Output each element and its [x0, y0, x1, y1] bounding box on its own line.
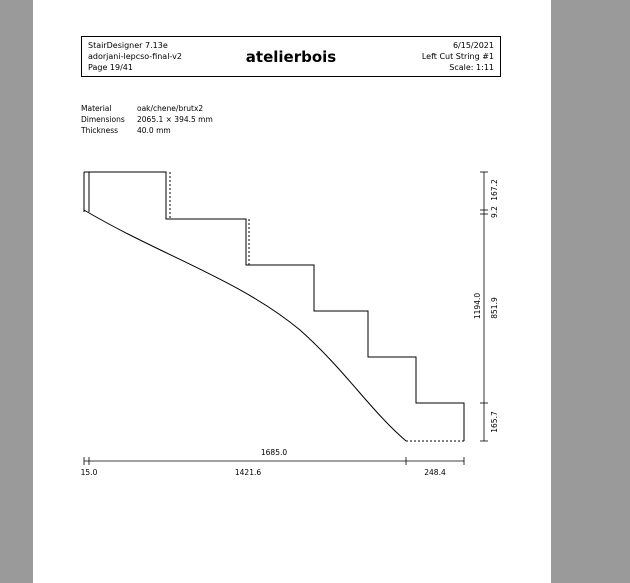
dim-bottom-right: 248.4: [424, 468, 446, 477]
date: 6/15/2021: [452, 41, 494, 50]
dim-right-2: 9.2: [490, 206, 499, 218]
dim-right-4: 165.7: [490, 411, 499, 433]
spec-label: Thickness: [81, 126, 119, 135]
part-name: Left Cut String #1: [421, 52, 494, 61]
page-number: Page 19/41: [88, 63, 133, 72]
scale: Scale: 1:11: [449, 63, 494, 72]
spec-value: oak/chene/brutx2: [137, 104, 204, 113]
dim-overall-width: 1685.0: [260, 448, 288, 457]
step-profile: [84, 172, 464, 441]
app-version: StairDesigner 7.13e: [88, 41, 168, 50]
document-page: [33, 0, 551, 583]
dim-bottom-middle: 1421.6: [234, 468, 262, 477]
brand-title: atelierbois: [245, 48, 337, 66]
spec-label: Dimensions: [81, 115, 125, 124]
string-underside-curve: [84, 210, 406, 441]
dim-right-total: 1194.0: [473, 292, 482, 320]
dim-right-3: 851.9: [490, 297, 499, 319]
spec-value: 40.0 mm: [137, 126, 171, 135]
dim-bottom-left: 15.0: [80, 468, 98, 477]
spec-value: 2065.1 × 394.5 mm: [137, 115, 213, 124]
stair-string-drawing: [33, 0, 551, 583]
spec-label: Material: [81, 104, 112, 113]
project-name: adorjani-lepcso-final-v2: [88, 52, 182, 61]
dim-right-1: 167.2: [490, 179, 499, 201]
